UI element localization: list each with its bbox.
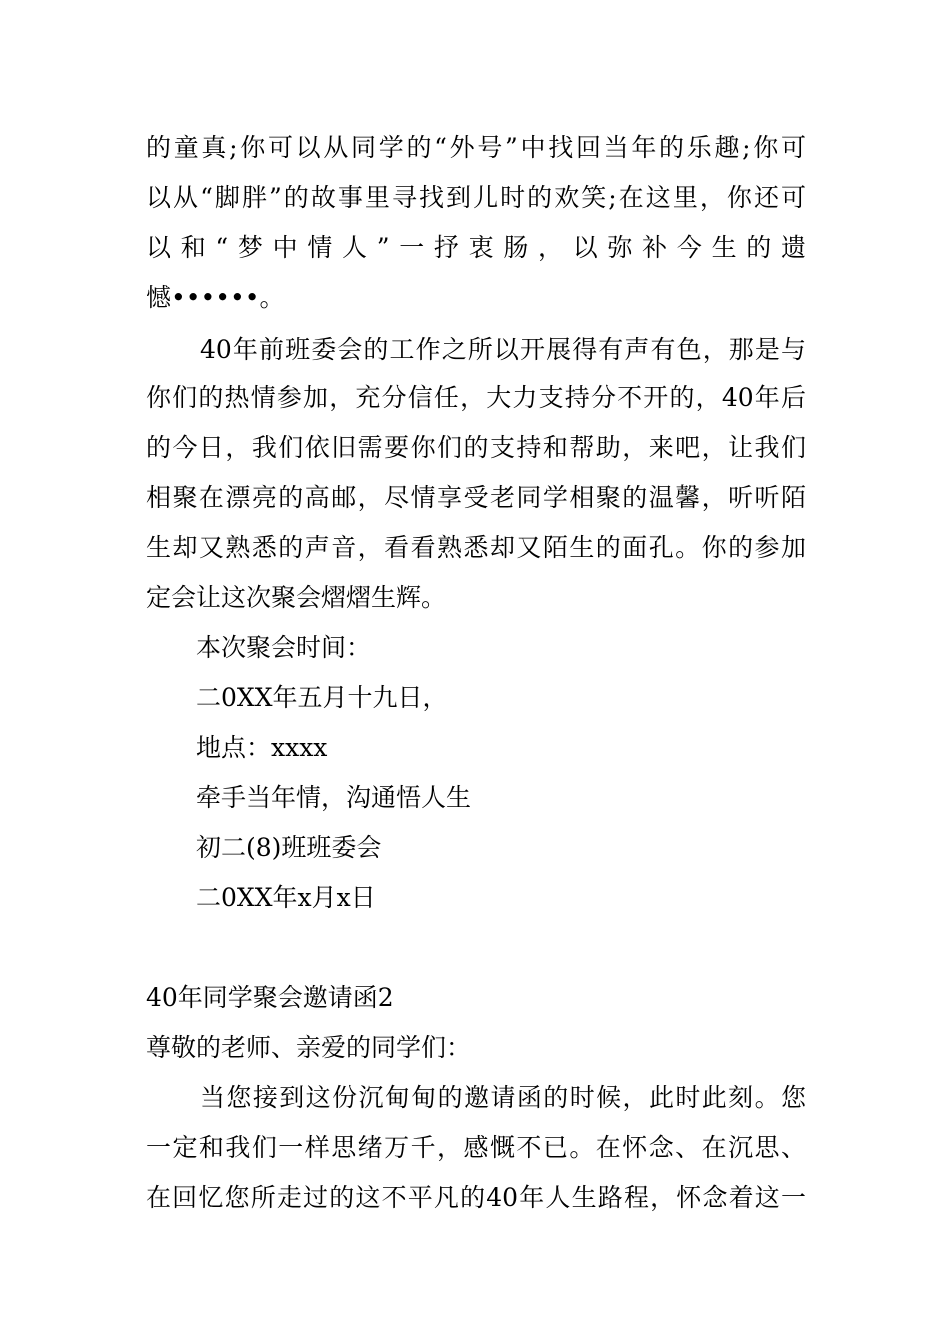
paragraph-line: 你们的热情参加，充分信任，大力支持分不开的，40年后: [146, 383, 806, 412]
detail-line: 地点：xxxx: [196, 733, 328, 762]
greeting: 尊敬的老师、亲爱的同学们：: [146, 1033, 472, 1062]
detail-line: 本次聚会时间：: [196, 633, 372, 662]
paragraph-line: 憾••••••。: [146, 283, 285, 312]
detail-line: 二0XX年五月十九日，: [196, 683, 448, 712]
detail-line: 初二(8)班班委会: [196, 833, 382, 862]
paragraph-line: 的童真;你可以从同学的“外号”中找回当年的乐趣;你可: [146, 133, 806, 162]
paragraph-line: 40年前班委会的工作之所以开展得有声有色，那是与: [200, 335, 806, 364]
detail-line: 牵手当年情，沟通悟人生: [196, 783, 472, 812]
paragraph-line: 一定和我们一样思绪万千，感慨不已。在怀念、在沉思、: [146, 1133, 806, 1162]
paragraph-line: 以从“脚胖”的故事里寻找到儿时的欢笑;在这里，你还可: [146, 183, 806, 212]
paragraph-line: 生却又熟悉的声音，看看熟悉却又陌生的面孔。你的参加: [146, 533, 806, 562]
paragraph-line: 以和“梦中情人”一抒衷肠，以弥补今生的遗: [146, 233, 806, 262]
paragraph-line: 的今日，我们依旧需要你们的支持和帮助，来吧，让我们: [146, 433, 806, 462]
detail-line: 二0XX年x月x日: [196, 883, 376, 912]
section-title: 40年同学聚会邀请函2: [146, 983, 394, 1012]
paragraph-line: 定会让这次聚会熠熠生辉。: [146, 583, 447, 612]
paragraph-line: 在回忆您所走过的这不平凡的40年人生路程，怀念着这一: [146, 1183, 806, 1212]
paragraph-line: 相聚在漂亮的高邮，尽情享受老同学相聚的温馨，听听陌: [146, 483, 806, 512]
paragraph-line: 当您接到这份沉甸甸的邀请函的时候，此时此刻。您: [200, 1083, 806, 1112]
